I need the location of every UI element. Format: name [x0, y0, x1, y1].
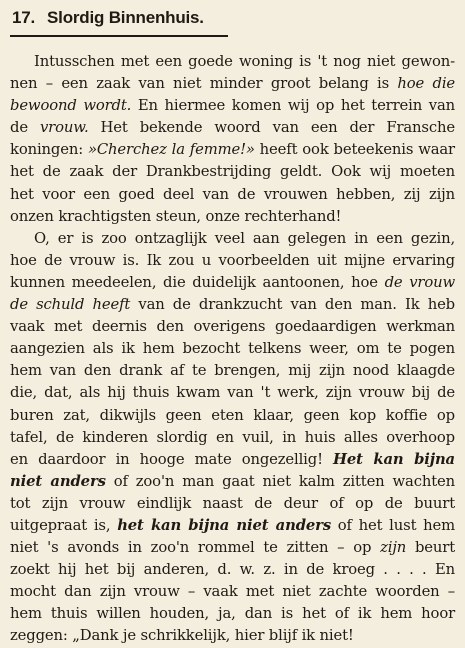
text-segment: het de zaak der Drankbestrijding geldt. Ook wij moeten: [10, 163, 455, 181]
text-line: [10, 228, 455, 250]
text-line: [10, 73, 455, 95]
text-line: [10, 360, 455, 382]
text-line: [10, 449, 455, 471]
text-line: [10, 139, 455, 161]
text-line: [10, 603, 455, 625]
text-segment: O, er is zoo ontzaglijk veel aan gelegen in een gezin,: [34, 229, 455, 247]
text-segment: tot zijn vrouw eindlijk naast de deur of op de buurt: [10, 494, 455, 512]
text-line: [10, 471, 455, 493]
text-line: [10, 95, 455, 117]
text-segment: beurt: [406, 539, 455, 557]
text-line: [10, 515, 455, 537]
body-text: [10, 51, 455, 648]
emphasis-segment: de vrouw: [384, 273, 455, 291]
text-line: [10, 493, 455, 515]
text-line: [10, 559, 455, 581]
text-line: [10, 51, 455, 73]
text-segment: Het bekende woord van een der Fransche: [88, 119, 455, 137]
text-segment: mocht dan zijn vrouw – vaak met niet zachte woorden –: [10, 583, 455, 601]
text-segment: zoekt hij het bij anderen, d. w. z. in de kroeg . . . . En: [10, 561, 455, 579]
text-line: [10, 161, 455, 183]
text-segment: buren zat, dikwijls geen eten klaar, geen kop koffie op: [10, 406, 455, 424]
chapter-title: Slordig Binnenhuis.: [47, 8, 204, 27]
text-line: [10, 427, 455, 449]
text-line: [10, 316, 455, 338]
text-segment: hem van den drank af te brengen, mij zijn nood klaagde: [10, 362, 455, 380]
text-line: [10, 272, 455, 294]
text-segment: hoe de vrouw is. Ik zou u voorbeelden uit mijne ervaring: [10, 251, 455, 269]
text-segment: tafel, de kinderen slordig en vuil, in huis alles overhoop: [10, 428, 455, 446]
text-segment: Intusschen met een goede woning is 't nog niet gewon-: [34, 53, 455, 70]
emphasis-segment: »Cherchez la femme!»: [87, 141, 255, 159]
emphasis-segment: bewoond wordt.: [10, 97, 132, 115]
text-line: [10, 338, 455, 360]
text-segment: of zoo'n man gaat niet kalm zitten wachten: [105, 472, 455, 490]
text-line: [10, 117, 455, 139]
text-line: [10, 382, 455, 404]
text-line: [10, 250, 455, 272]
text-line: [10, 184, 455, 206]
text-segment: nen – een zaak van niet minder groot belang is: [10, 75, 398, 93]
text-segment: kunnen meedeelen, die duidelijk aantoonen, hoe: [10, 273, 385, 291]
text-segment: vaak met deernis den overigens goedaardigen werkman: [10, 318, 455, 336]
text-segment: of het lust hem: [331, 516, 455, 534]
text-segment: en daardoor in hooge mate ongezellig!: [10, 450, 333, 468]
text-segment: zeggen: „Dank je schrikkelijk, hier blijf ik niet!: [10, 627, 354, 645]
text-line: [10, 206, 455, 228]
text-line: [10, 294, 455, 316]
text-segment: hem thuis willen houden, ja, dan is het of ik hem hoor: [10, 605, 455, 623]
text-line: [10, 405, 455, 427]
text-segment: heeft ook beteekenis waar: [254, 141, 455, 159]
text-segment: het voor een goed deel van de vrouwen hebben, zij zijn: [10, 185, 455, 203]
emphasis-segment: het kan bijna niet anders: [117, 516, 332, 534]
text-line: [10, 625, 455, 647]
text-segment: onzen krachtigsten steun, onze rechterhand!: [10, 207, 342, 225]
text-segment: koningen:: [10, 141, 88, 159]
text-line: [10, 581, 455, 603]
text-segment: En hiermee komen wij op het terrein van: [131, 97, 456, 115]
emphasis-segment: zijn: [380, 539, 407, 557]
text-segment: van de drankzucht van den man. Ik heb: [130, 296, 456, 314]
emphasis-segment: de schuld heeft: [10, 296, 131, 314]
title-underline: [10, 35, 228, 37]
chapter-heading: [12, 8, 455, 32]
text-segment: uitgepraat is,: [10, 516, 118, 534]
chapter-number: 17.: [12, 8, 36, 27]
text-segment: de: [10, 119, 40, 137]
text-line: [10, 537, 455, 559]
text-segment: aangezien als ik hem bezocht telkens weer, om te pogen: [10, 340, 455, 358]
text-segment: die, dat, als hij thuis kwam van 't werk, zijn vrouw bij de: [10, 384, 455, 402]
text-segment: niet 's avonds in zoo'n rommel te zitten – op: [10, 539, 381, 557]
emphasis-segment: Het kan bijna: [333, 450, 455, 468]
emphasis-segment: vrouw.: [39, 119, 89, 137]
emphasis-segment: niet anders: [10, 472, 106, 490]
emphasis-segment: hoe die: [397, 75, 456, 93]
